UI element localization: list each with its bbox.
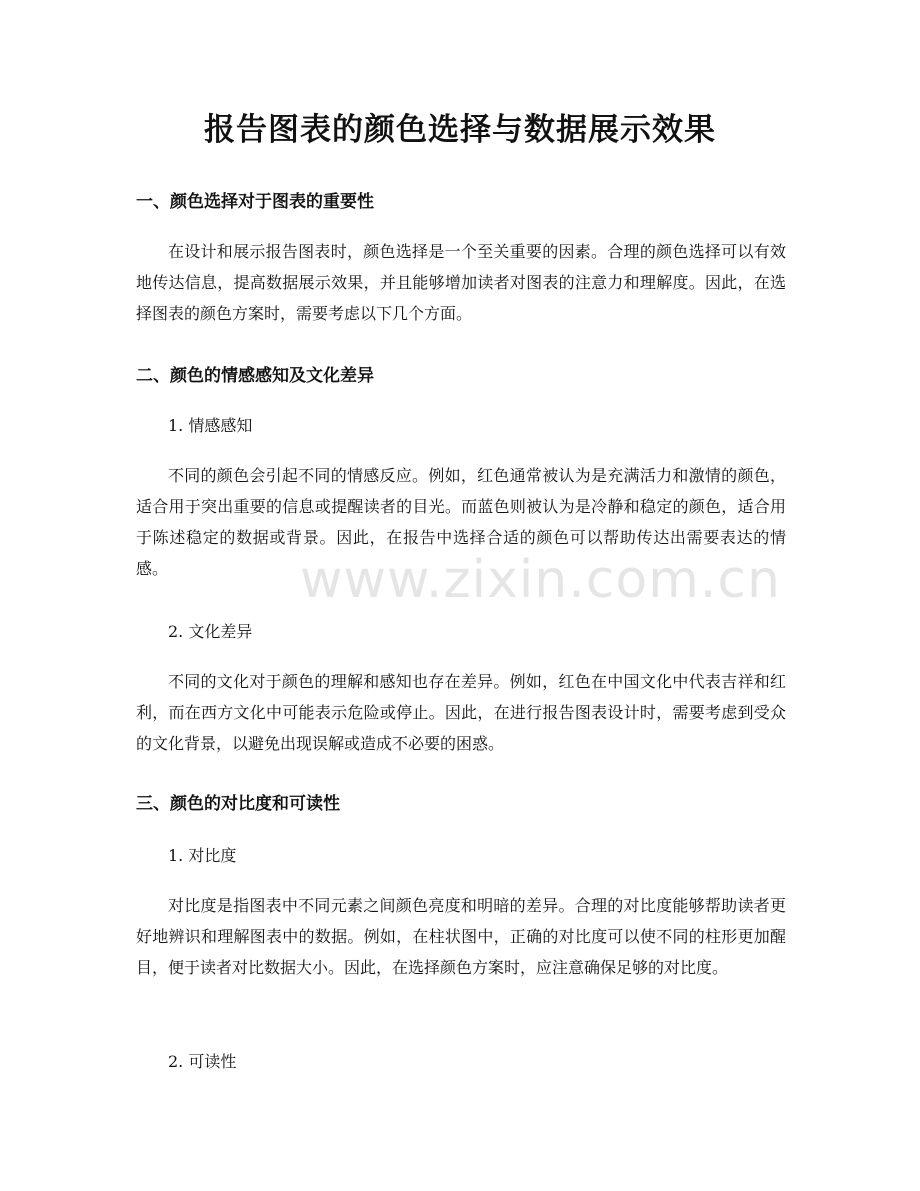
subheading-contrast: 1. 对比度	[168, 846, 237, 865]
contrast-paragraph: 对比度是指图表中不同元素之间颜色亮度和明暗的差异。合理的对比度能够帮助读者更好地辨识和理解图表中的数据。例如，在柱状图中，正确的对比度可以使不同的柱形更加醒目，便于读者对比数据大小。因此，在选择颜色方案时，应注意确保足够的对比度。	[136, 896, 786, 977]
document-title: 报告图表的颜色选择与数据展示效果	[204, 112, 716, 148]
section-1-paragraph: 在设计和展示报告图表时，颜色选择是一个至关重要的因素。合理的颜色选择可以有效地传达信息，提高数据展示效果，并且能够增加读者对图表的注意力和理解度。因此，在选择图表的颜色方案时，需要考虑以下几个方面。	[136, 242, 786, 323]
watermark-text: www.zixin.com.cn	[300, 550, 781, 610]
emotion-paragraph: 不同的颜色会引起不同的情感反应。例如，红色通常被认为是充满活力和激情的颜色，适合用于突出重要的信息或提醒读者的目光。而蓝色则被认为是冷静和稳定的颜色，适合用于陈述稳定的数据或背景。因此，在报告中选择合适的颜色可以帮助传达出需要表达的情感。	[136, 466, 786, 578]
subheading-readability: 2. 可读性	[168, 1052, 237, 1071]
section-heading-2: 二、颜色的情感感知及文化差异	[136, 366, 374, 386]
subheading-culture: 2. 文化差异	[168, 622, 253, 641]
culture-paragraph: 不同的文化对于颜色的理解和感知也存在差异。例如，红色在中国文化中代表吉祥和红利，而在西方文化中可能表示危险或停止。因此，在进行报告图表设计时，需要考虑到受众的文化背景，以避免出现误解或造成不必要的困惑。	[136, 672, 786, 753]
section-heading-1: 一、颜色选择对于图表的重要性	[136, 192, 374, 212]
subheading-emotion: 1. 情感感知	[168, 416, 253, 435]
section-heading-3: 三、颜色的对比度和可读性	[136, 794, 340, 814]
